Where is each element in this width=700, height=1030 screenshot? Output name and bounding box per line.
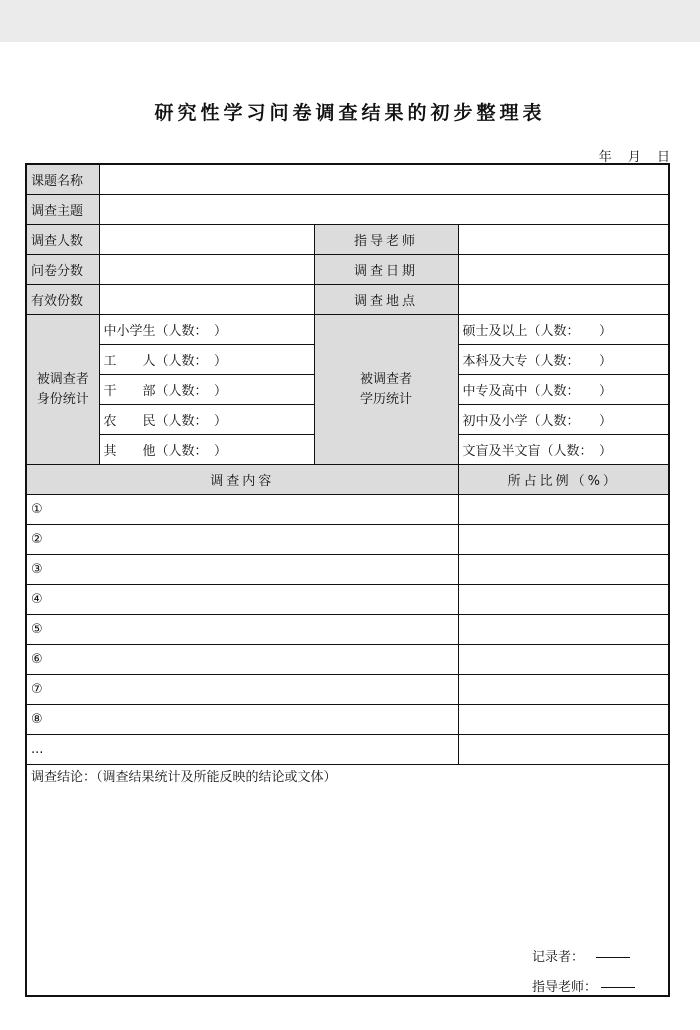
recorder-dash <box>596 957 630 958</box>
ratio-header: 所占比例（%） <box>458 465 668 495</box>
advisor-line[interactable] <box>532 976 635 995</box>
teacher-field[interactable] <box>458 225 668 255</box>
ratio-field[interactable] <box>458 525 668 555</box>
content-item[interactable]: ④ <box>27 585 458 615</box>
content-item[interactable]: ③ <box>27 555 458 585</box>
page-title: 研究性学习问卷调查结果的初步整理表 <box>154 102 546 124</box>
people-label: 调查人数 <box>27 225 99 255</box>
topic-field[interactable] <box>99 165 668 195</box>
advisor-dash <box>601 987 635 988</box>
advisor-label: 指导老师： <box>532 980 598 995</box>
ratio-field[interactable] <box>458 705 668 735</box>
content-item[interactable]: ⑤ <box>27 615 458 645</box>
recorder-label: 记录者： <box>532 950 585 965</box>
date-line: 年 月 日 <box>598 150 670 165</box>
identity-item[interactable]: 农 民（人数： ） <box>99 405 314 435</box>
place-label: 调查地点 <box>314 285 458 315</box>
education-item[interactable]: 本科及大专（人数： ） <box>458 345 668 375</box>
identity-item[interactable]: 工 人（人数： ） <box>99 345 314 375</box>
theme-field[interactable] <box>99 195 668 225</box>
education-label-text: 被调查者学历统计 <box>359 371 412 407</box>
conclusion-label: 调查结论：（调查结果统计及所能反映的结论或文体） <box>31 770 337 785</box>
education-item[interactable]: 中专及高中（人数： ） <box>458 375 668 405</box>
ratio-field[interactable] <box>458 495 668 525</box>
form-table <box>27 165 668 765</box>
education-label <box>314 315 458 465</box>
identity-label <box>27 315 99 465</box>
place-field[interactable] <box>458 285 668 315</box>
identity-label-text: 被调查者身份统计 <box>36 371 89 407</box>
content-item[interactable]: ⑦ <box>27 675 458 705</box>
ratio-field[interactable] <box>458 735 668 765</box>
topic-label: 课题名称 <box>27 165 99 195</box>
ratio-field[interactable] <box>458 585 668 615</box>
theme-label: 调查主题 <box>27 195 99 225</box>
identity-item[interactable]: 其 他（人数： ） <box>99 435 314 465</box>
education-item[interactable]: 文盲及半文盲（人数： ） <box>458 435 668 465</box>
content-item[interactable]: ... <box>27 735 458 765</box>
valid-field[interactable] <box>99 285 314 315</box>
date-field[interactable] <box>458 255 668 285</box>
valid-label: 有效份数 <box>27 285 99 315</box>
ratio-field[interactable] <box>458 645 668 675</box>
education-item[interactable]: 初中及小学（人数： ） <box>458 405 668 435</box>
content-item[interactable]: ⑧ <box>27 705 458 735</box>
ratio-field[interactable] <box>458 555 668 585</box>
education-item[interactable]: 硕士及以上（人数： ） <box>458 315 668 345</box>
top-gray-bar <box>0 0 700 42</box>
teacher-label: 指导老师 <box>314 225 458 255</box>
ratio-field[interactable] <box>458 615 668 645</box>
people-field[interactable] <box>99 225 314 255</box>
ratio-field[interactable] <box>458 675 668 705</box>
copies-field[interactable] <box>99 255 314 285</box>
content-header: 调查内容 <box>27 465 458 495</box>
survey-form <box>25 163 670 997</box>
date-label: 调查日期 <box>314 255 458 285</box>
copies-label: 问卷分数 <box>27 255 99 285</box>
content-item[interactable]: ⑥ <box>27 645 458 675</box>
recorder-line[interactable] <box>532 946 630 965</box>
content-item[interactable]: ② <box>27 525 458 555</box>
identity-item[interactable]: 中小学生（人数： ） <box>99 315 314 345</box>
content-item[interactable]: ① <box>27 495 458 525</box>
identity-item[interactable]: 干 部（人数： ） <box>99 375 314 405</box>
